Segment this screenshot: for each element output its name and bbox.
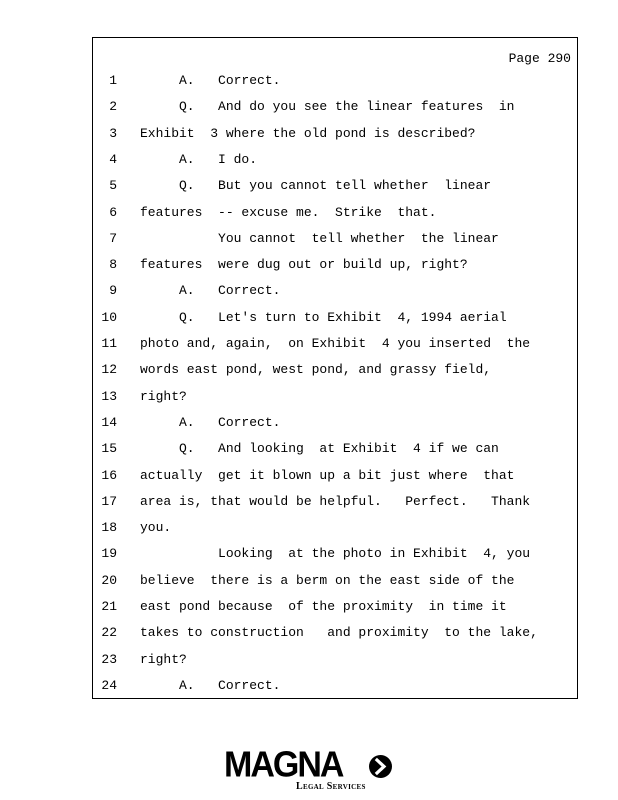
line-number: 16 [101,467,117,483]
line-number: 8 [109,257,117,273]
line-number: 24 [101,677,117,693]
line-number: 19 [101,546,117,562]
line-text: A. Correct. [140,283,281,299]
line-number: 18 [101,520,117,536]
logo-subtitle: Legal Services [296,781,366,792]
transcript-page-frame [92,37,578,699]
line-text: features were dug out or build up, right? [140,257,468,273]
line-number: 11 [101,336,117,351]
line-text: photo and, again, on Exhibit 4 you inserted the [140,336,531,351]
logo-wordmark: MAGNA [224,745,343,785]
line-number: 6 [109,204,117,220]
line-number: 12 [101,362,117,378]
line-text: You cannot tell whether the linear [140,230,499,246]
magna-logo [224,745,404,794]
line-text: right? [140,651,187,667]
page-number: Page 290 [508,51,571,66]
line-text: Q. But you cannot tell whether linear [140,178,492,194]
line-text: A. Correct. [140,73,281,88]
line-text: Looking at the photo in Exhibit 4, you [140,546,531,562]
line-number: 5 [109,178,117,194]
line-number: 14 [101,414,117,430]
line-number: 4 [109,151,117,167]
line-text: east pond because of the proximity in time it [140,599,507,614]
line-text: A. Correct. [140,414,281,430]
line-text: Q. And do you see the linear features in [140,99,515,115]
line-number: 23 [101,651,117,667]
line-text: you. [140,520,172,536]
line-text: Q. Let's turn to Exhibit 4, 1994 aerial [140,309,507,325]
line-number: 13 [101,388,117,404]
line-text: Exhibit 3 where the old pond is described? [140,125,476,141]
line-number: 10 [101,309,117,325]
line-number: 1 [109,73,117,88]
line-number: 9 [109,283,117,299]
line-number: 7 [109,230,117,246]
line-number: 22 [101,625,117,641]
line-number: 17 [101,493,117,509]
line-text: features -- excuse me. Strike that. [140,204,437,220]
line-number: 20 [101,572,117,588]
line-number: 3 [109,125,117,141]
line-number: 21 [101,599,117,614]
line-text: A. I do. [140,151,258,167]
line-text: A. Correct. [140,677,281,693]
line-text: actually get it blown up a bit just where that [140,467,515,483]
arrow-circle-icon [369,755,392,778]
line-text: believe there is a berm on the east side of the [140,572,515,588]
line-number: 2 [109,99,117,115]
line-number: 15 [101,441,117,457]
line-text: takes to construction and proximity to the lake, [140,625,538,641]
line-text: words east pond, west pond, and grassy field, [140,362,492,378]
line-text: Q. And looking at Exhibit 4 if we can [140,441,499,457]
line-text: right? [140,388,187,404]
line-text: area is, that would be helpful. Perfect. Thank [140,493,531,509]
